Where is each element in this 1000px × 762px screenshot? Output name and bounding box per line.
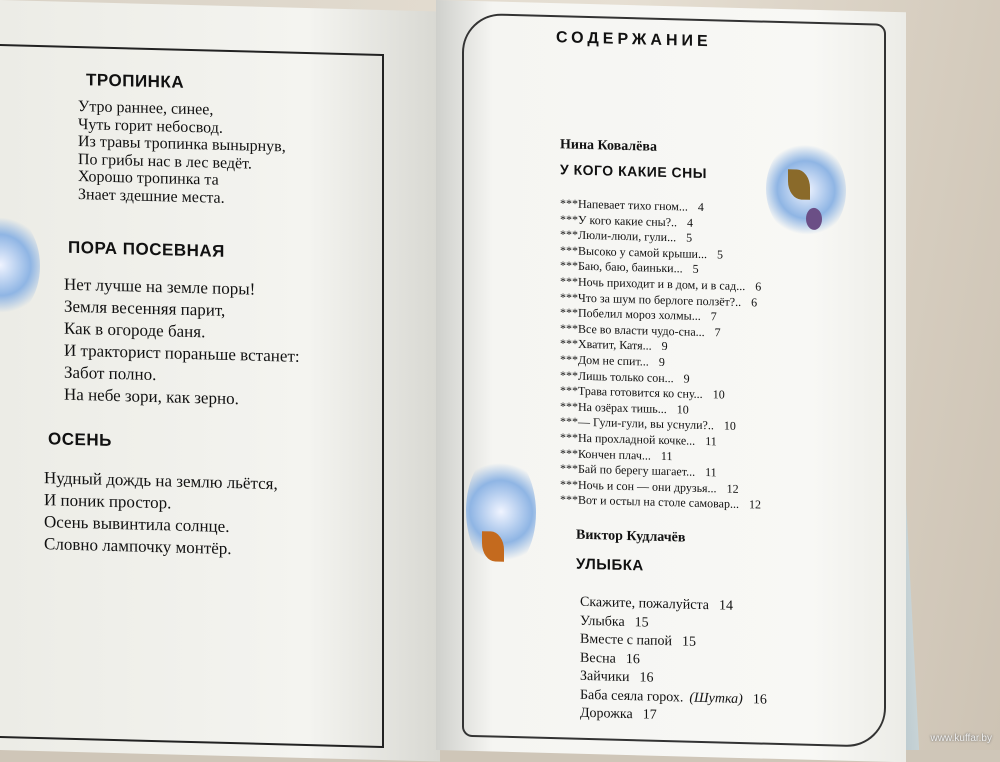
poem-line: И тракторист пораньше встанет: (64, 340, 300, 366)
contents-entry-title: Скажите, пожалуйста (580, 594, 709, 614)
contents-entry-title: ***Высоко у самой крыши... (560, 243, 707, 261)
contents-entry-title: ***Что за шум по берлоге ползёт?.. (560, 289, 742, 309)
contents-entry-page: 15 (634, 614, 649, 631)
contents-entry-title: Весна (580, 650, 616, 667)
author-kovaleva: Нина Ковалёва (560, 137, 657, 155)
poem-pora-posevnaya (64, 274, 300, 412)
contents-entry-page: 16 (752, 691, 767, 708)
contents-entry-title: ***Ночь приходит и в дом, и в сад... (560, 274, 746, 294)
contents-entry-page: 12 (726, 481, 739, 496)
contents-entry-note: (Шутка) (689, 690, 743, 707)
contents-entry-page: 11 (660, 448, 673, 463)
contents-entry-title: Вместе с папой (580, 631, 673, 650)
poem-line: Хорошо тропинка та (78, 168, 219, 189)
contents-entry-title: ***Напевает тихо гном... (560, 196, 688, 214)
contents-entry-page: 10 (676, 402, 689, 417)
poem-title-osen: ОСЕНЬ (48, 429, 112, 450)
contents-entry-title: ***Бай по берегу шагает... (560, 461, 696, 479)
contents-entry-page: 17 (642, 707, 657, 723)
poem-tropinka (78, 98, 286, 208)
contents-entry-page: 6 (755, 279, 762, 294)
contents-entry-page: 10 (712, 387, 725, 402)
contents-heading: СОДЕРЖАНИЕ (556, 29, 712, 51)
poem-line: Утро раннее, синее, (78, 98, 214, 119)
contents-entry-title: Баба сеяла горох. (580, 687, 684, 705)
contents-entry-title: Улыбка (580, 613, 625, 630)
poem-osen (44, 467, 278, 561)
watermark: www.kuffar.by (930, 733, 992, 744)
contents-entry-page: 7 (714, 325, 721, 340)
author-kudlachev: Виктор Кудлачёв (576, 527, 686, 546)
contents-entry-title: ***Вот и остыл на столе самовар... (560, 492, 739, 512)
contents-entry-title: ***Все во власти чудо-сна... (560, 320, 705, 339)
poem-line: На небе зори, как зерно. (64, 384, 239, 409)
grapes-icon (806, 208, 822, 230)
left-page (0, 0, 440, 762)
contents-entry-page: 10 (723, 418, 736, 434)
book-title-u-kogo-kakie-sny: У КОГО КАКИЕ СНЫ (560, 161, 707, 182)
contents-entry-page: 12 (748, 497, 761, 512)
contents-entry-page: 4 (687, 215, 694, 230)
contents-entry-page: 16 (639, 670, 654, 686)
contents-entry-title: ***Ночь и сон — они друзья... (560, 476, 717, 496)
contents-entry-title: Дорожка (580, 705, 633, 723)
contents-entry-title: Зайчики (580, 668, 630, 686)
contents-entry-title: ***Хватит, Катя... (560, 336, 652, 353)
contents-entry-title: ***На прохладной кочке... (560, 430, 696, 448)
contents-entry-page: 11 (705, 433, 717, 449)
poem-line: Как в огороде баня. (64, 318, 206, 342)
poem-line: Нет лучше на земле поры! (64, 274, 256, 299)
poem-line: По грибы нас в лес ведёт. (78, 150, 252, 173)
poem-line: Нудный дождь на землю льётся, (44, 468, 278, 494)
contents-entry-title: ***Кончен плач... (560, 445, 651, 463)
poem-line: Знает здешние места. (78, 185, 225, 207)
contents-entry-page: 4 (697, 199, 704, 215)
contents-list-section1 (560, 196, 761, 513)
poem-line: Земля весенняя парит, (64, 296, 226, 320)
contents-entry-title: ***У кого какие сны?.. (560, 211, 678, 229)
contents-entry-title: ***Дом не спит... (560, 352, 649, 369)
contents-list-section2 (580, 594, 767, 728)
poem-line: Словно лампочку монтёр. (44, 534, 232, 559)
poem-line: И поник простор. (44, 490, 172, 513)
contents-entry-page: 5 (716, 247, 723, 262)
contents-entry-title: ***Баю, баю, баиньки... (560, 258, 683, 276)
right-page (436, 0, 906, 762)
contents-entry-page: 14 (719, 598, 733, 614)
contents-entry-title: ***— Гули-гули, вы уснули?.. (560, 414, 714, 433)
contents-entry-page: 7 (710, 309, 717, 324)
contents-entry-title: ***Лишь только сон... (560, 367, 674, 385)
contents-entry-title: ***Побелил мороз холмы... (560, 305, 701, 324)
poem-line: Осень вывинтила солнце. (44, 512, 230, 537)
contents-entry-title: ***Люли-люли, гули... (560, 227, 677, 245)
contents-entry-page: 9 (683, 371, 690, 386)
poem-title-tropinka: ТРОПИНКА (86, 70, 185, 92)
contents-entry-page: 6 (751, 294, 758, 309)
contents-entry-page: 11 (705, 465, 717, 480)
contents-entry-page: 16 (625, 651, 640, 667)
contents-entry-page: 9 (661, 339, 668, 354)
poem-line: Чуть горит небосвод. (78, 115, 223, 137)
contents-entry-page: 9 (658, 354, 665, 369)
contents-entry-page: 5 (686, 230, 693, 245)
book-title-ulybka: УЛЫБКА (576, 555, 644, 575)
contents-entry-title: ***На озёрах тишь... (560, 398, 667, 416)
contents-entry-title: ***Трава готовится ко сну... (560, 383, 703, 402)
poem-line: Забот полно. (64, 362, 157, 385)
contents-entry-page: 15 (682, 634, 697, 650)
poem-line: Из травы тропинка вынырнув, (78, 133, 286, 156)
poem-title-pora-posevnaya: ПОРА ПОСЕВНАЯ (68, 237, 225, 261)
contents-entry-page: 5 (692, 262, 699, 277)
